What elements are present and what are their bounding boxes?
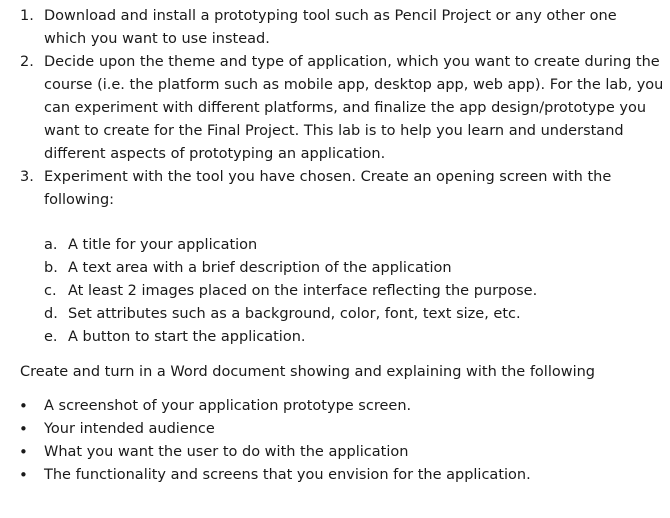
bullet-icon: • xyxy=(19,443,28,461)
sublist-letter: b. xyxy=(44,260,58,276)
sublist-item-text: At least 2 images placed on the interface reflecting the purpose. xyxy=(68,283,538,299)
list-item-text: different aspects of prototyping an application. xyxy=(44,146,386,162)
bullet-item-text: Your intended audience xyxy=(44,421,215,437)
sublist-letter: a. xyxy=(44,237,58,253)
list-number: 2. xyxy=(20,54,34,70)
bullet-item-text: A screenshot of your application prototype screen. xyxy=(44,398,412,414)
sublist-item-text: Set attributes such as a background, color, font, text size, etc. xyxy=(68,306,521,322)
bullet-icon: • xyxy=(19,466,28,484)
list-number: 1. xyxy=(20,8,34,24)
list-item-text: following: xyxy=(44,192,115,208)
sublist-letter: c. xyxy=(44,283,57,299)
sublist-letter: e. xyxy=(44,329,58,345)
bullet-icon: • xyxy=(19,397,28,415)
list-item-text: course (i.e. the platform such as mobile app, desktop app, web app). For the lab, you xyxy=(44,77,664,93)
sublist-item-text: A button to start the application. xyxy=(68,329,306,345)
bullet-icon: • xyxy=(19,420,28,438)
list-item-text: Decide upon the theme and type of application, which you want to create during the xyxy=(44,54,660,70)
sublist-item-text: A text area with a brief description of the application xyxy=(68,260,452,276)
list-item-text: want to create for the Final Project. This lab is to help you learn and understand xyxy=(44,123,624,139)
list-item-text: Experiment with the tool you have chosen. Create an opening screen with the xyxy=(44,169,612,185)
list-item-text: Download and install a prototyping tool such as Pencil Project or any other one xyxy=(44,8,617,24)
list-item-text: which you want to use instead. xyxy=(44,31,270,47)
sublist-letter: d. xyxy=(44,306,58,322)
bullet-item-text: The functionality and screens that you envision for the application. xyxy=(44,467,531,483)
instruction-paragraph: Create and turn in a Word document showing and explaining with the following xyxy=(20,364,596,380)
list-item-text: can experiment with different platforms, and finalize the app design/prototype you xyxy=(44,100,647,116)
list-number: 3. xyxy=(20,169,34,185)
sublist-item-text: A title for your application xyxy=(68,237,258,253)
bullet-item-text: What you want the user to do with the application xyxy=(44,444,409,460)
